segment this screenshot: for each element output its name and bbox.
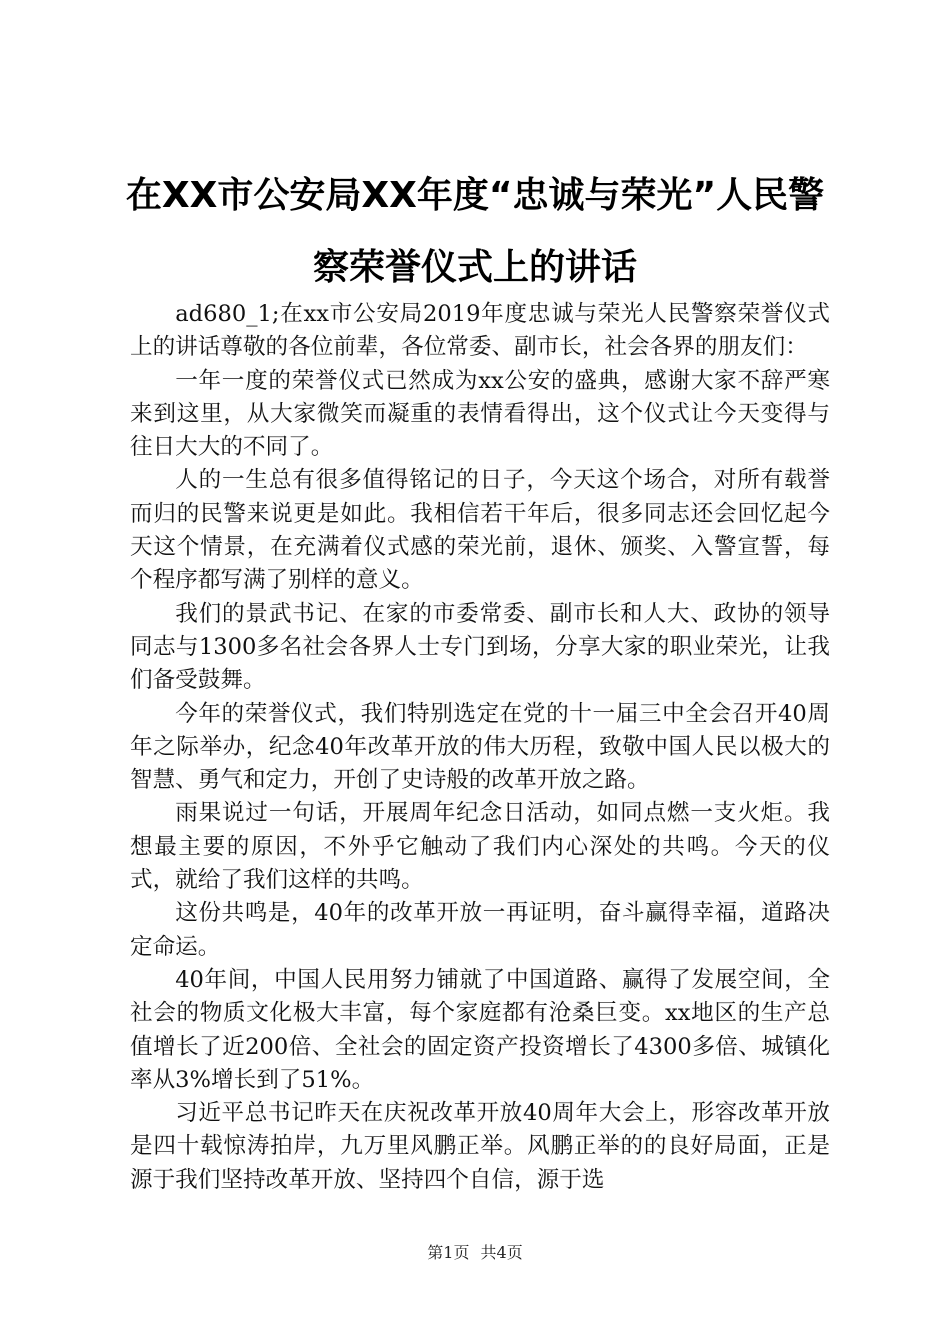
paragraph: 40年间，中国人民用努力铺就了中国道路、赢得了发展空间，全社会的物质文化极大丰富，每个家庭都有沧桑巨变。xx地区的生产总值增长了近200倍、全社会的固定资产投资增长了4300多倍、城镇化率从3%增长到了51%。 — [130, 966, 830, 1093]
paragraph: 雨果说过一句话，开展周年纪念日活动，如同点燃一支火炬。我想最主要的原因，不外乎它触动了我们内心深处的共鸣。今天的仪式，就给了我们这样的共鸣。 — [130, 800, 830, 894]
paragraph: ad680_1;在xx市公安局2019年度忠诚与荣光人民警察荣誉仪式上的讲话尊敬的各位前辈，各位常委、副市长，社会各界的朋友们： — [130, 301, 830, 361]
paragraph: 人的一生总有很多值得铭记的日子，今天这个场合，对所有载誉而归的民警来说更是如此。我相信若干年后，很多同志还会回忆起今天这个情景，在充满着仪式感的荣光前，退休、颁奖、入警宣誓，每个程序都写满了别样的意义。 — [130, 467, 830, 594]
page-title — [110, 160, 840, 304]
page-total: 共4页 — [480, 1243, 523, 1262]
paragraph: 我们的景武书记、在家的市委常委、副市长和人大、政协的领导同志与1300多名社会各界人士专门到场，分享大家的职业荣光，让我们备受鼓舞。 — [130, 600, 830, 694]
paragraph: 今年的荣誉仪式，我们特别选定在党的十一届三中全会召开40周年之际举办，纪念40年改革开放的伟大历程，致敬中国人民以极大的智慧、勇气和定力，开创了史诗般的改革开放之路。 — [130, 700, 830, 794]
title-line-2: 察荣誉仪式上的讲话 — [312, 247, 637, 288]
page-footer — [0, 1243, 950, 1263]
title-line-1: 在XX市公安局XX年度“忠诚与荣光”人民警 — [125, 175, 825, 216]
document-body — [130, 298, 830, 1197]
paragraph: 这份共鸣是，40年的改革开放一再证明，奋斗赢得幸福，道路决定命运。 — [130, 900, 830, 960]
paragraph: 习近平总书记昨天在庆祝改革开放40周年大会上，形容改革开放是四十载惊涛拍岸，九万里风鹏正举。风鹏正举的的良好局面，正是源于我们坚持改革开放、坚持四个自信，源于选 — [130, 1100, 830, 1193]
paragraph: 一年一度的荣誉仪式已然成为xx公安的盛典，感谢大家不辞严寒来到这里，从大家微笑而凝重的表情看得出，这个仪式让今天变得与往日大大的不同了。 — [130, 367, 830, 461]
page-number: 第1页 — [427, 1243, 470, 1262]
